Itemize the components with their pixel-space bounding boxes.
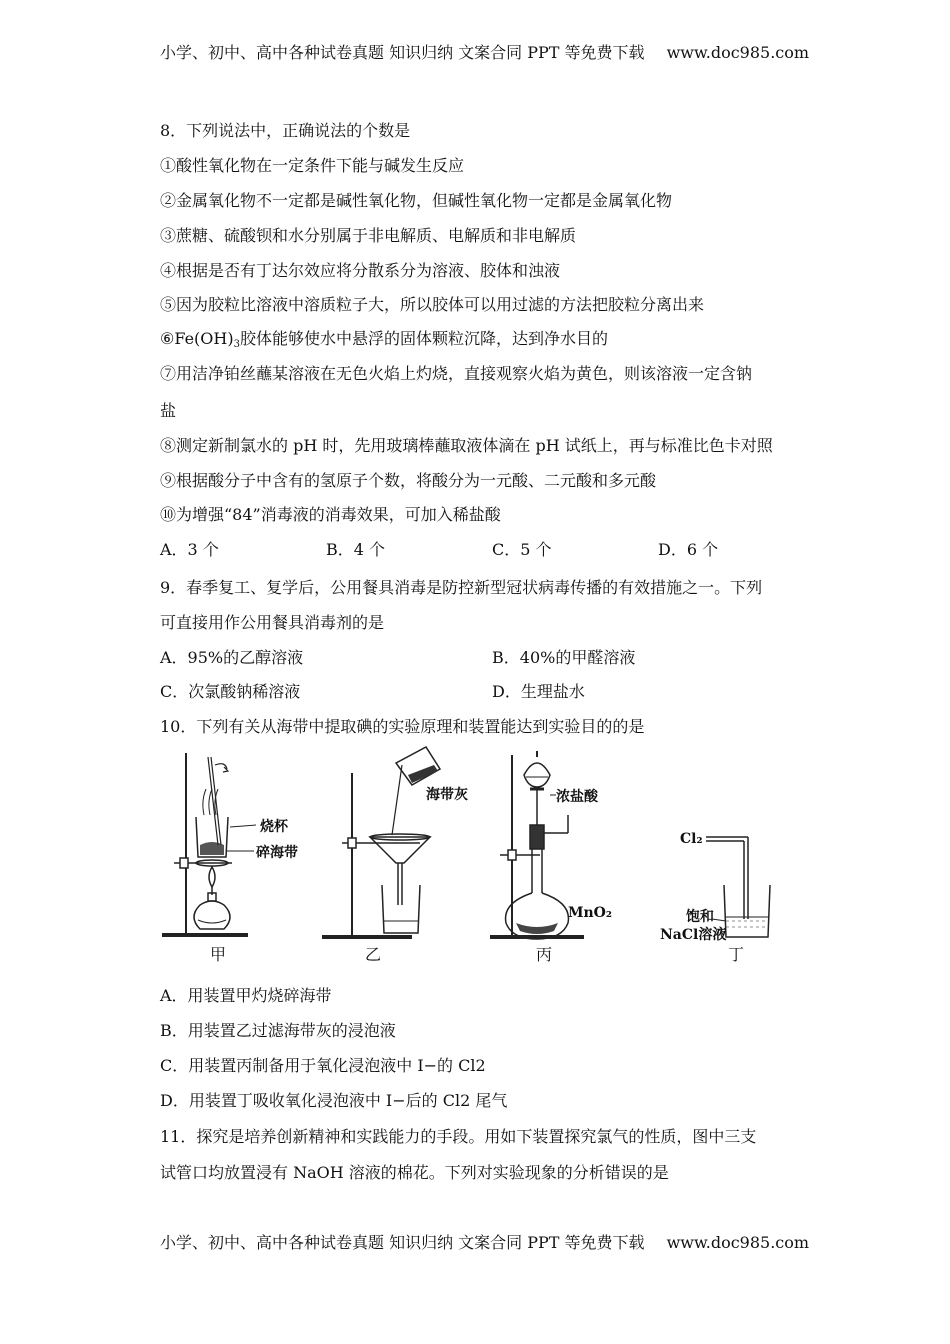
label-ash: 海带灰 — [426, 787, 468, 803]
q9-option-b: B．40%的甲醛溶液 — [492, 648, 636, 667]
q8-item-6-sub: 3 — [233, 339, 240, 350]
caption-bing: 丙 — [536, 945, 553, 964]
caption-yi: 乙 — [365, 945, 382, 964]
q8-item-10: ⑩为增强“84”消毒液的消毒效果，可加入稀盐酸 — [160, 505, 501, 524]
q10-stem: 10．下列有关从海带中提取碘的实验原理和装置能达到实验目的的是 — [160, 717, 645, 736]
header-site[interactable]: www.doc985.com — [666, 43, 810, 62]
q9-stem-line2: 可直接用作公用餐具消毒剂的是 — [160, 613, 385, 632]
q10-option-b: B．用装置乙过滤海带灰的浸泡液 — [160, 1021, 396, 1040]
q8-item-7-line2: 盐 — [160, 401, 177, 420]
label-nacl: NaCl溶液 — [660, 927, 727, 943]
apparatus-ding — [706, 837, 770, 937]
q11-stem-line1: 11．探究是培养创新精神和实践能力的手段。用如下装置探究氯气的性质，图中三支 — [160, 1127, 757, 1146]
q9-stem-line1: 9．春季复工、复学后，公用餐具消毒是防控新型冠状病毒传播的有效措施之一。下列 — [160, 578, 763, 597]
q10-option-a: A．用装置甲灼烧碎海带 — [160, 986, 332, 1005]
page-footer — [160, 1230, 809, 1253]
q9-option-c: C．次氯酸钠稀溶液 — [160, 682, 301, 701]
q8-item-5: ⑤因为胶粒比溶液中溶质粒子大，所以胶体可以用过滤的方法把胶粒分离出来 — [160, 295, 705, 314]
q8-item-2: ②金属氧化物不一定都是碱性氧化物，但碱性氧化物一定都是金属氧化物 — [160, 191, 673, 210]
q8-item-6-suffix: 胶体能够使水中悬浮的固体颗粒沉降，达到净水目的 — [239, 329, 608, 348]
label-mno2: MnO₂ — [568, 905, 613, 921]
apparatus-jia — [162, 753, 248, 935]
q8-option-d: D．6 个 — [658, 540, 719, 559]
footer-site[interactable]: www.doc985.com — [666, 1233, 810, 1252]
q8-option-b: B．4 个 — [326, 540, 386, 559]
q8-item-9: ⑨根据酸分子中含有的氢原子个数，将酸分为一元酸、二元酸和多元酸 — [160, 471, 657, 490]
apparatus-yi — [322, 747, 440, 937]
q10-option-d: D．用装置丁吸收氧化浸泡液中 I−后的 Cl2 尾气 — [160, 1091, 508, 1110]
q8-option-c: C．5 个 — [492, 540, 552, 559]
label-beaker: 烧杯 — [260, 819, 288, 835]
label-seaweed: 碎海带 — [256, 845, 298, 861]
q8-item-1: ①酸性氧化物在一定条件下能与碱发生反应 — [160, 156, 465, 175]
label-cl2: Cl₂ — [680, 831, 703, 847]
page-header — [160, 40, 809, 63]
q10-option-c: C．用装置丙制备用于氧化浸泡液中 I−的 Cl2 — [160, 1056, 486, 1075]
q8-stem: 8．下列说法中，正确说法的个数是 — [160, 121, 411, 140]
q8-item-6-prefix: ⑥Fe(OH) — [160, 329, 234, 348]
q8-item-6 — [160, 326, 608, 350]
q8-option-a: A．3 个 — [160, 540, 219, 559]
apparatus-figure — [160, 745, 780, 970]
label-hcl: 浓盐酸 — [556, 789, 598, 805]
footer-text: 小学、初中、高中各种试卷真题 知识归纳 文案合同 PPT 等免费下载 — [160, 1233, 645, 1252]
q8-item-7-line1: ⑦用洁净铂丝蘸某溶液在无色火焰上灼烧，直接观察火焰为黄色，则该溶液一定含钠 — [160, 364, 753, 383]
caption-ding: 丁 — [728, 945, 745, 964]
q9-option-a: A．95%的乙醇溶液 — [160, 648, 304, 667]
q11-stem-line2: 试管口均放置浸有 NaOH 溶液的棉花。下列对实验现象的分析错误的是 — [160, 1163, 669, 1182]
header-text: 小学、初中、高中各种试卷真题 知识归纳 文案合同 PPT 等免费下载 — [160, 43, 645, 62]
q8-item-4: ④根据是否有丁达尔效应将分散系分为溶液、胶体和浊液 — [160, 261, 561, 280]
label-saturated: 饱和 — [686, 909, 714, 925]
q9-option-d: D．生理盐水 — [492, 682, 585, 701]
caption-jia: 甲 — [210, 945, 227, 964]
q8-item-8: ⑧测定新制氯水的 pH 时，先用玻璃棒蘸取液体滴在 pH 试纸上，再与标准比色卡对照 — [160, 436, 773, 455]
q8-item-3: ③蔗糖、硫酸钡和水分别属于非电解质、电解质和非电解质 — [160, 226, 577, 245]
